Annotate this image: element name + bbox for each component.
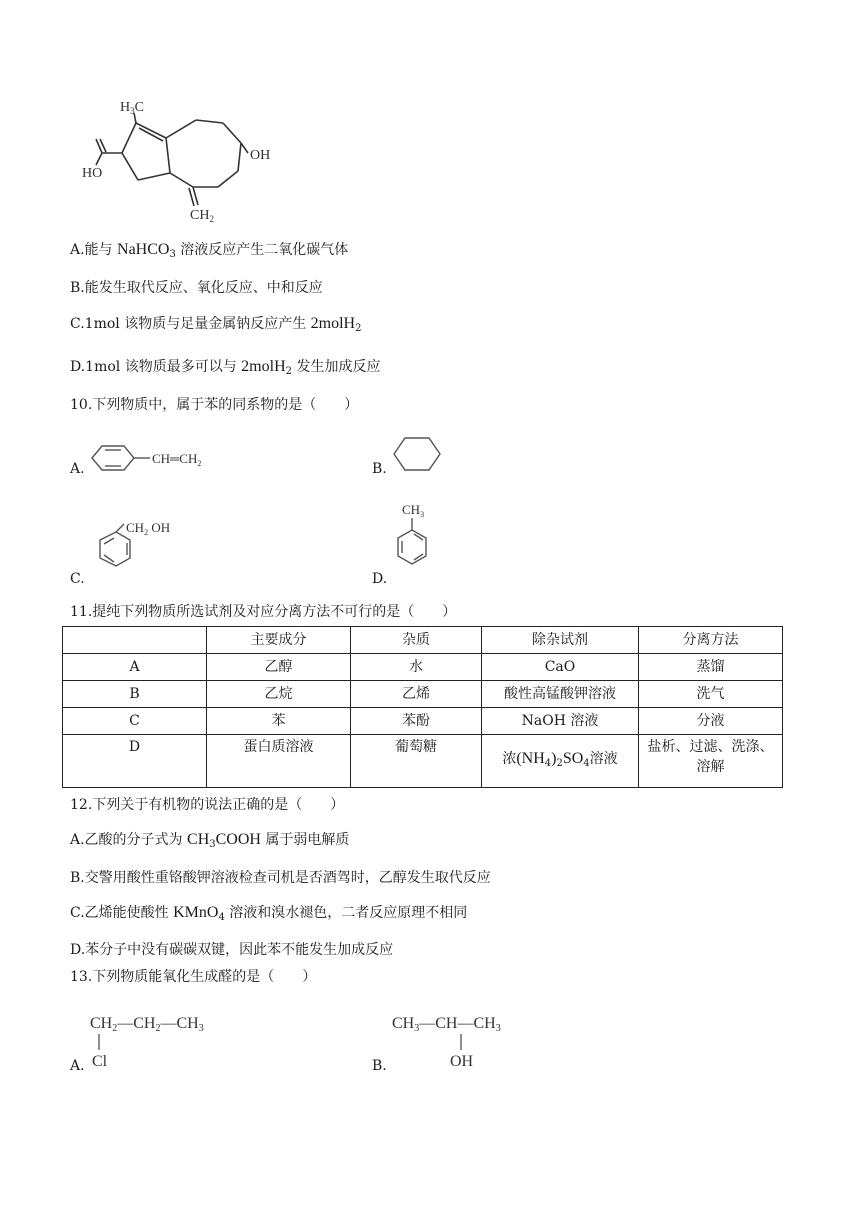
q12-option-b: B.交警用酸性重铬酸钾溶液检查司机是否酒驾时，乙醇发生取代反应	[70, 870, 491, 886]
q12-option-d: D.苯分子中没有碳碳双键，因此苯不能发生加成反应	[70, 942, 394, 958]
q12-option-c: C.乙烯能使酸性 KMnO$_4$ 溶液和溴水褪色，二者反应原理不相同	[70, 904, 468, 923]
q13-option-b-structure	[390, 1008, 560, 1074]
table-cell-reagent: 浓$(NH_4)_2SO_4$溶液	[482, 735, 639, 788]
table-cell: D	[63, 735, 207, 788]
table-cell: CaO	[482, 654, 639, 681]
q10-option-b-structure	[390, 434, 446, 474]
q9-option-d: D.1mol 该物质最多可以与 2molH$_2$ 发生加成反应	[70, 358, 381, 377]
q13-b-sub-group: OH	[450, 1053, 474, 1070]
q12-stem: 12.下列关于有机物的说法正确的是（ ）	[70, 797, 345, 813]
q13-option-a-label: A.	[70, 1058, 85, 1074]
q10-a-formula: $CH═CH_2$	[152, 451, 202, 468]
q11-header-cell: 主要成分	[207, 627, 351, 654]
q10-d-formula: $CH_3$	[402, 502, 425, 519]
q9-ch2-label: $CH_2$	[190, 208, 214, 224]
table-row	[63, 708, 783, 735]
q11-header-cell: 分离方法	[639, 627, 783, 654]
table-cell: 葡萄糖	[351, 735, 482, 788]
q10-stem: 10.下列物质中，属于苯的同系物的是（ ）	[70, 397, 359, 413]
q10-option-b-label: B.	[372, 461, 387, 477]
table-row	[63, 681, 783, 708]
q12-option-a: A.乙酸的分子式为 $CH_3COOH$ 属于弱电解质	[70, 831, 350, 850]
q11-header-cell: 除杂试剂	[482, 627, 639, 654]
q13-option-a-structure	[88, 1008, 258, 1074]
q10-option-a-label: A.	[70, 461, 85, 477]
q13-a-sub-group: Cl	[92, 1053, 108, 1070]
table-cell: 分液	[639, 708, 783, 735]
q11-table	[62, 626, 783, 788]
q9-option-a: A.能与 NaHCO$_3$ 溶液反应产生二氧化碳气体	[70, 241, 349, 260]
q13-b-chain: CH3—CH—CH3	[392, 1015, 501, 1034]
table-row	[63, 735, 783, 788]
table-cell: 蒸馏	[639, 654, 783, 681]
q10-option-a-structure	[86, 440, 236, 476]
q9-structure-diagram	[78, 95, 298, 225]
table-cell-method: 盐析、过滤、洗涤、 溶解	[639, 735, 783, 788]
q13-a-chain: CH2—CH2—CH3	[90, 1015, 204, 1034]
table-cell: NaOH 溶液	[482, 708, 639, 735]
q10-option-c-structure	[84, 518, 194, 580]
q9-ho-label: HO	[82, 166, 103, 181]
q10-c-formula: $CH_2$ OH	[126, 520, 171, 537]
table-cell: 乙烯	[351, 681, 482, 708]
q11-header-cell: 杂质	[351, 627, 482, 654]
table-cell: B	[63, 681, 207, 708]
q10-option-d-label: D.	[372, 571, 388, 587]
table-cell: 苯	[207, 708, 351, 735]
q11-stem: 11.提纯下列物质所选试剂及对应分离方法不可行的是（ ）	[70, 604, 457, 620]
table-cell: 蛋白质溶液	[207, 735, 351, 788]
q13-stem: 13.下列物质能氧化生成醛的是（ ）	[70, 969, 317, 985]
table-cell: 洗气	[639, 681, 783, 708]
table-cell: 乙醇	[207, 654, 351, 681]
q11-header-cell	[63, 627, 207, 654]
q10-option-c-label: C.	[70, 571, 85, 587]
table-cell: 乙烷	[207, 681, 351, 708]
table-cell: C	[63, 708, 207, 735]
table-row	[63, 654, 783, 681]
table-cell: 苯酚	[351, 708, 482, 735]
q9-option-b: B.能发生取代反应、氧化反应、中和反应	[70, 280, 323, 296]
q11-header-row	[63, 627, 783, 654]
table-cell: A	[63, 654, 207, 681]
q9-methyl-label: $H_3C$	[120, 100, 144, 116]
table-cell: 水	[351, 654, 482, 681]
table-cell: 酸性高锰酸钾溶液	[482, 681, 639, 708]
q13-option-b-label: B.	[372, 1058, 387, 1074]
q9-oh-label: OH	[250, 148, 271, 163]
q10-option-d-structure	[386, 500, 446, 580]
q9-option-c: C.1mol 该物质与足量金属钠反应产生 2molH$_2$	[70, 315, 362, 334]
